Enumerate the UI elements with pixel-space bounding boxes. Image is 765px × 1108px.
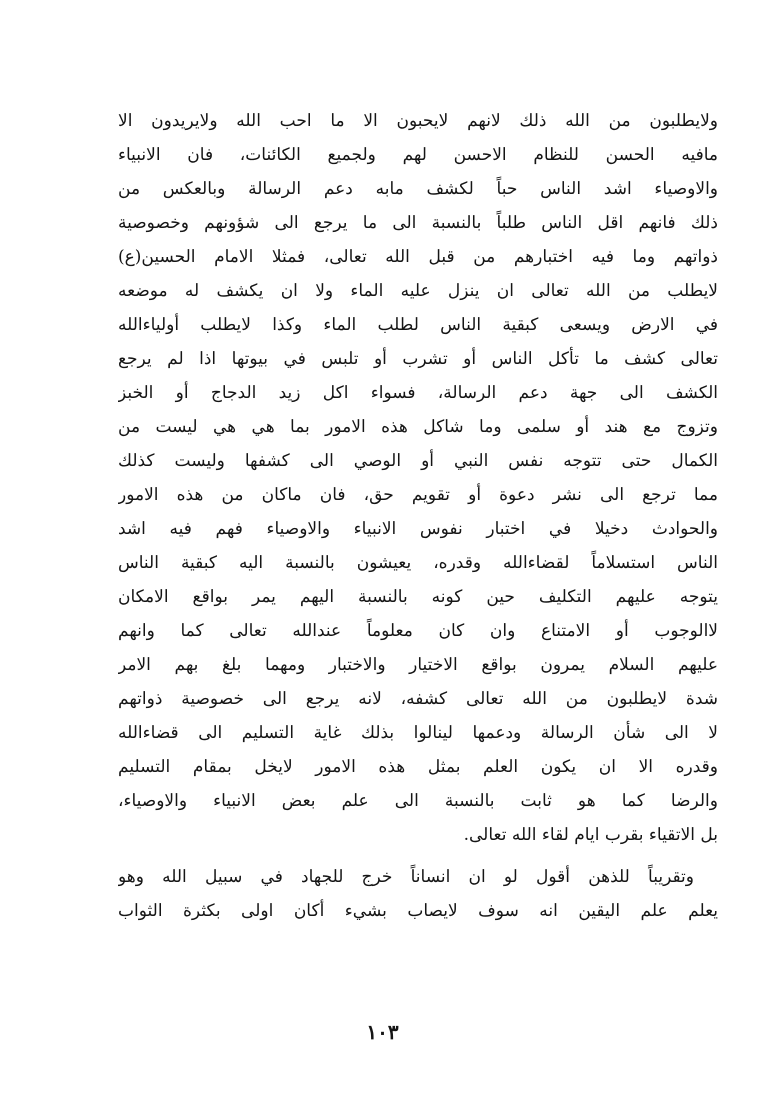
text-line: يتوجه عليهم التكليف حين كونه بالنسبة اليهم يمر بواقع الامكان xyxy=(118,587,718,607)
text-line: لا الى شأن الرسالة ودعمها لينالوا بذلك غاية التسليم الى قضاءالله xyxy=(118,723,718,743)
text-line: الناس استسلاماً لقضاءالله وقدره، يعيشون بالنسبة اليه كبقية الناس xyxy=(118,553,718,573)
text-line: ذواتهم وما فيه اختبارهم من قبل الله تعالى، فمثلا الامام الحسين(ع) xyxy=(118,247,718,267)
text-line: وقدره الا ان يكون العلم بمثل هذه الامور لايخل بمقام التسليم xyxy=(118,757,718,777)
text-line: بل الاتقياء بقرب ايام لقاء الله تعالى. xyxy=(463,825,718,845)
text-line: ذلك فانهم اقل الناس طلباً بالنسبة الى ما يرجع الى شؤونهم وخصوصية xyxy=(118,213,718,233)
text-line: والحوادث دخيلا في اختبار نفوس الانبياء والاوصياء فهم فيه اشد xyxy=(118,519,718,539)
text-line: لايطلب من الله تعالى ان ينزل عليه الماء ولا ان يكشف له موضعه xyxy=(118,281,718,301)
body-text xyxy=(118,104,718,928)
text-line: والاوصياء اشد الناس حباً لكشف مابه دعم الرسالة وبالعكس من xyxy=(118,179,718,199)
text-line: وتزوج مع هند أو سلمى وما شاكل هذه الامور بما هي هي ليست من xyxy=(118,417,718,437)
text-line: تعالى كشف ما تأكل الناس أو تشرب أو تلبس في بيوتها اذا لم يرجع xyxy=(118,349,718,369)
text-line: شدة لايطلبون من الله تعالى كشفه، لانه يرجع الى خصوصية ذواتهم xyxy=(118,689,718,709)
text-line: مافيه الحسن للنظام الاحسن لهم ولجميع الكائنات، فان الانبياء xyxy=(118,145,718,165)
text-line: والرضا كما هو ثابت بالنسبة الى علم بعض الانبياء والاوصياء، xyxy=(118,791,718,811)
text-line: في الارض ويسعى كبقية الناس لطلب الماء وكذا لايطلب أولياءالله xyxy=(118,315,718,335)
text-line: لاالوجوب أو الامتناع وان كان معلوماً عندالله تعالى كما وانهم xyxy=(118,621,718,641)
text-line: الكمال حتى تتوجه نفس النبي أو الوصي الى كشفها وليست كذلك xyxy=(118,451,718,471)
text-line: يعلم علم اليقين انه سوف لايصاب بشيء أكان اولى بكثرة الثواب xyxy=(118,901,718,921)
text-line: ولايطلبون من الله ذلك لانهم لايحبون الا ما احب الله ولايريدون الا xyxy=(118,111,718,131)
page-number: ١٠٣ xyxy=(366,1020,399,1044)
text-line: الكشف الى جهة دعم الرسالة، فسواء اكل زيد الدجاج أو الخبز xyxy=(118,383,718,403)
text-line: مما ترجع الى نشر دعوة أو تقويم حق، فان ماكان من هذه الامور xyxy=(118,485,718,505)
text-line: عليهم السلام يمرون بواقع الاختيار والاختبار ومهما بلغ بهم الامر xyxy=(118,655,718,675)
text-line: وتقريباً للذهن أقول لو ان انساناً خرج للجهاد في سبيل الله وهو xyxy=(118,867,694,887)
